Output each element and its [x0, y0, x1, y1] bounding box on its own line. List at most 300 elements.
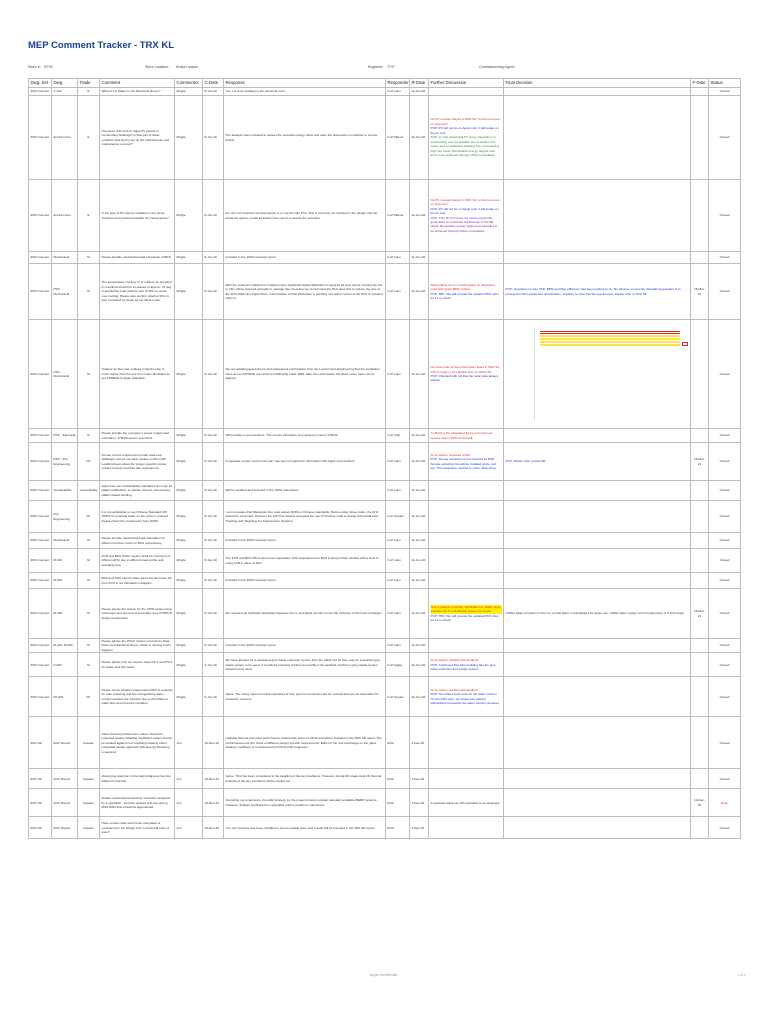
- cell-status: Closed: [709, 252, 741, 264]
- cell-comment: Please provide mechanical load calculation for different function rooms in BKS respectively.: [100, 533, 175, 549]
- cell-final-decision: [504, 96, 691, 180]
- cell-comment: Smoke control requirement (smart area over 1000sqm) seems not clear, please confirm with Landlord team about the project specific smoke extract concept and flow rate requirement.: [100, 443, 175, 481]
- cell-comment: Please check whether independent PDC is required for auto scanning and fire extinguishing water monitor besides the sprinkler due to the different water flow and pressure condition.: [100, 677, 175, 717]
- cell-final-decision: [504, 789, 691, 817]
- cell-dwg: PDC - Mechanical: [52, 320, 78, 429]
- cell-response: For the roof structure the assumption is to use thin film PVs. This is currently not included in the design (not the preferred option), it was included in the report to assess the potential.: [224, 180, 386, 252]
- cell-responder: F+P Xian: [386, 429, 410, 443]
- cell-dwg-set: 90% Concept: [29, 589, 52, 639]
- cell-f-date: 14-Dec-20: [691, 789, 709, 817]
- cell-response: Included in the 100% Concept report: [224, 573, 386, 589]
- cell-further-discussion: [429, 96, 504, 180]
- cell-r-date: 11-Jun-20: [410, 549, 429, 573]
- cell-commentor: Mingle: [175, 96, 203, 180]
- discussion-note: AHO: Thin film PV does not yield enough RE generation to contribute significantly to the RE target. Renewable energy target now intended to be achieved through offsite renewables.: [430, 215, 498, 233]
- cell-responder: F+P Liam: [386, 264, 410, 320]
- cell-dwg-set: 90% Concept: [29, 549, 52, 573]
- cell-comment: FOH and BKS HVAC system shall be coming from different AHU due to different load profile and operating time.: [100, 549, 175, 573]
- cell-response: Will be updated and included in the 100% submission: [224, 481, 386, 501]
- cell-status: Closed: [709, 549, 741, 573]
- cell-dwg: FP-001: [52, 677, 78, 717]
- cell-f-date: 15-Mar-21: [691, 589, 709, 639]
- cell-r-date: 4-Dec-20: [410, 817, 429, 839]
- cell-commentor: Mingle: [175, 264, 203, 320]
- cell-responder: F+P Liam: [386, 589, 410, 639]
- discussion-note: No local code as flow information listed in 50% SD, which needs to be clarified prior to 100% SD.: [430, 365, 501, 374]
- table-row: [29, 264, 741, 320]
- table-row: [29, 789, 741, 817]
- cell-c-date: 16-Nov-20: [203, 717, 224, 769]
- location-label: Store Location:: [145, 65, 170, 69]
- embedded-screenshot-text: [540, 330, 680, 347]
- cell-r-date: 11-Jun-20: [410, 96, 429, 180]
- table-row: [29, 443, 741, 481]
- cell-r-date: 11-Jun-20: [410, 320, 429, 429]
- cell-responder: F+P Liam: [386, 533, 410, 549]
- cell-r-date: 11-Jun-20: [410, 443, 429, 481]
- cell-dwg-set: 50% SD: [29, 817, 52, 839]
- cell-c-date: 8-Jun-20: [203, 320, 224, 429]
- cell-c-date: 8-Jun-20: [203, 429, 224, 443]
- cell-comment: facade maintenance/cleaning: should be analyzed by a specialist - we have worked with two during MSG BAN that should be approached.: [100, 789, 175, 817]
- cell-c-date: 8-Jun-20: [203, 589, 224, 639]
- cell-dwg-set: 90% Concept: [29, 533, 52, 549]
- cell-final-decision: [504, 533, 691, 549]
- cell-trade: M: [78, 533, 100, 549]
- page-title: MEP Comment Tracker - TRX KL: [28, 40, 175, 51]
- cell-r-date: 4-Dec-20: [410, 769, 429, 789]
- cell-f-date: [691, 549, 709, 573]
- cell-dwg-set: 50% SD: [29, 789, 52, 817]
- cell-f-date: [691, 96, 709, 180]
- cell-commentor: Mingle: [175, 88, 203, 96]
- cell-final-decision: [504, 573, 691, 589]
- cell-commentor: Mingle: [175, 573, 203, 589]
- cell-trade: M: [78, 252, 100, 264]
- cell-response: The FOH and BKS AHUs have been separated. AHU requirement for BKS is being further studied with a view to using ACB in place of FAU: [224, 549, 386, 573]
- cell-further-discussion: [429, 533, 504, 549]
- cell-status: Closed: [709, 589, 741, 639]
- header-final-decision: Final Decision: [504, 79, 691, 88]
- header-response: Response: [224, 79, 386, 88]
- meta-bar: [28, 65, 740, 75]
- cell-f-date: [691, 88, 709, 96]
- table-row: [29, 88, 741, 96]
- header-status: Status: [709, 79, 741, 88]
- cell-trade: M: [78, 639, 100, 653]
- cell-dwg-set: 90% Concept: [29, 180, 52, 252]
- cell-f-date: [691, 717, 709, 769]
- cell-response: We are awaiting appointment and subsequent confirmation from the Local Codes Engineering that the ventilation rates as per ASHRAE are Uniform building By Laws 1984. After the confirmation the Work Letter rates can be aligned.: [224, 320, 386, 429]
- cell-dwg: Environment: [52, 96, 78, 180]
- cell-f-date: 15-Mar-21: [691, 264, 709, 320]
- cell-status: Closed: [709, 533, 741, 549]
- cell-r-date: 4-Dec-20: [410, 789, 429, 817]
- cell-status: Closed: [709, 769, 741, 789]
- cell-r-date: 11-Jun-20: [410, 481, 429, 501]
- cell-final-decision: PCP: Please refer to Row 86.: [504, 443, 691, 481]
- discussion-note: To be further reviewed at SD.: [430, 452, 471, 457]
- discussion-note: PCP: TBC. We will provide the updated PDC plan for LL to check.: [430, 291, 499, 300]
- cell-responder: F+P Liam: [386, 639, 410, 653]
- cell-trade: E: [78, 429, 100, 443]
- cell-dwg-set: 50% SD: [29, 717, 52, 769]
- cell-c-date: 8-Jun-20: [203, 96, 224, 180]
- table-row: [29, 180, 741, 252]
- cell-response: I am not aware that Malaysian Fire code allows NFPA or Chinese standards. Before using those codes, the AHJ should be consulted. However the AHJ has already accepted the use of Chinese code in design and install Auto Tracking and Targeting Jet Suppression Systems.: [224, 501, 386, 533]
- cell-c-date: 5-Jun-20: [203, 677, 224, 717]
- table-row: [29, 481, 741, 501]
- cell-responder: F+P Liam: [386, 443, 410, 481]
- cell-comment: The temperature (72 deg C) of outdoor air provided by Landlord should be increased to approx. 76 deg C and further load shall be part of AHU to avoid over cooling. Please also confirm whether PAU is fully controlled by Apple as per Work Letter.: [100, 264, 175, 320]
- cell-final-decision: [504, 639, 691, 653]
- table-row: [29, 717, 741, 769]
- cell-comment: Apple has own sustainability standard but not go for LEED certification, so please remove unnecessary LEED related wording.: [100, 481, 175, 501]
- cell-further-discussion: [429, 677, 504, 717]
- cell-status: Closed: [709, 817, 741, 839]
- cell-f-date: [691, 817, 709, 839]
- cell-responder: EOC: [386, 717, 410, 769]
- cell-trade: M: [78, 549, 100, 573]
- cell-response: Yes, LS (Low Voltage) is the electrical room.: [224, 88, 386, 96]
- header-responder: Responder: [386, 79, 410, 88]
- cell-commentor: Jun: [175, 789, 203, 817]
- cell-f-date: [691, 639, 709, 653]
- cell-r-date: 11-Jun-20: [410, 589, 429, 639]
- table-row: [29, 501, 741, 533]
- cell-further-discussion: [429, 429, 504, 443]
- cell-response: We have allowed for a separated grey waste collection system from the black foul as they may be a landlord grey waste system to be used. A combined pumping solution is possible if the landlord confirms a grey waste system should not be used: [224, 653, 386, 677]
- cell-f-date: [691, 180, 709, 252]
- cell-trade: Facade: [78, 769, 100, 789]
- cell-dwg: Environment: [52, 180, 78, 252]
- cell-commentor: Mingle: [175, 549, 203, 573]
- cell-c-date: 8-Jun-20: [203, 481, 224, 501]
- cell-final-decision: [504, 717, 691, 769]
- cell-commentor: Mingle: [175, 320, 203, 429]
- header-r-date: R-Date: [410, 79, 429, 88]
- cell-response: Agree. The rising main from tank separated at first, point of connection are for manual and one for automatic fire protection systems.: [224, 677, 386, 717]
- comment-table: [28, 78, 741, 839]
- table-row: [29, 252, 741, 264]
- cell-comment: Is the type of PV panels installed on the dome structure and is that accessible for maintenance?: [100, 180, 175, 252]
- cell-comment: BKS and POH cannot share same FA duct riser. FA from FCH is not indicated in diagram.: [100, 573, 175, 589]
- cell-responder: F+P Liam: [386, 573, 410, 589]
- cell-comment: Please advise why we need to have PS-1 and PS-2 for waste and foul water.: [100, 653, 175, 677]
- cell-f-date: [691, 429, 709, 443]
- table-header: [29, 79, 741, 88]
- cell-r-date: 4-Dec-20: [410, 717, 429, 769]
- cell-r-date: 11-Jun-20: [410, 252, 429, 264]
- cell-response: We recommend hydraulic separation between the LL and Apple circuits, hence the inclusion of the heat exchanger: [224, 589, 386, 639]
- cell-status: Closed: [709, 443, 741, 481]
- cell-response: Included in the 100% Concept report: [224, 639, 386, 653]
- discussion-note: To be further clarified with landlord.: [430, 658, 479, 663]
- cell-trade: FP: [78, 501, 100, 533]
- cell-c-date: 8-Jun-20: [203, 639, 224, 653]
- cell-c-date: 16-Nov-20: [203, 817, 224, 839]
- cell-r-date: 11-Jun-20: [410, 653, 429, 677]
- cell-responder: F+P Liam: [386, 481, 410, 501]
- cell-dwg-set: 90% Concept: [29, 481, 52, 501]
- header-comment: Comment: [100, 79, 175, 88]
- cell-commentor: Mingle: [175, 443, 203, 481]
- cell-responder: F+P Milena: [386, 180, 410, 252]
- discussion-note: PCP: TBC. We will provide the updated PDC plan for LL to check.: [430, 613, 499, 622]
- cell-dwg: EOC Report: [52, 769, 78, 789]
- cell-response: According our experience, the A&M strategy for the project should consider standarly available BEMP systems. However, detailed feedback from specialist and/or vendors is welcomed.: [224, 789, 386, 817]
- header-c-date: C-Date: [203, 79, 224, 88]
- cell-status: Closed: [709, 653, 741, 677]
- header-f-date: F-Date: [691, 79, 709, 88]
- cell-comment: Outdoor air flow rate outlined in Work Letter is much higher than the one from load calculation as per ASHRAE & Apple Standard.: [100, 320, 175, 429]
- cell-r-date: 11-Jun-20: [410, 573, 429, 589]
- cell-f-date: [691, 769, 709, 789]
- cell-dwg: Mechanical: [52, 252, 78, 264]
- location-value: Kuala Lumpur: [176, 65, 199, 69]
- cell-dwg: M-001, M-002: [52, 639, 78, 653]
- cell-further-discussion: [429, 264, 504, 320]
- cell-response: Included in the 100% Concept report: [224, 252, 386, 264]
- cell-r-date: 11-Jun-20: [410, 88, 429, 96]
- cell-responder: EOC: [386, 769, 410, 789]
- cell-final-decision: [504, 549, 691, 573]
- cell-dwg-set: 90% Concept: [29, 88, 52, 96]
- cell-f-date: 15-Mar-21: [691, 443, 709, 481]
- cell-c-date: 3-Jun-20: [203, 653, 224, 677]
- cell-r-date: 11-Jun-20: [410, 501, 429, 533]
- cell-comment: Have smoke relief vents been integrated or considered in the design from a structural point of view?: [100, 817, 175, 839]
- cell-f-date: [691, 320, 709, 429]
- cell-f-date: [691, 677, 709, 717]
- cell-response: Yes, the structure has been modified to accommodate them and results will be included in the 50% SD report: [224, 817, 386, 839]
- cell-dwg-set: 90% Concept: [29, 320, 52, 429]
- cell-further-discussion: [429, 639, 504, 653]
- header-dwg-set: Dwg. Set: [29, 79, 52, 88]
- cell-response: Updated thermal and solar performance shared with team on 03/12 and will be included in the 50% SD report. The performances are the result of different project specific requirements. Effect of the roof overhangs on the glass shading coefficient is to assessed by FCP and 4D engineers.: [224, 717, 386, 769]
- cell-dwg: PDC - Mechanical: [52, 264, 78, 320]
- header-dwg: Dwg.: [52, 79, 78, 88]
- cell-dwg-set: 90% Concept: [29, 264, 52, 320]
- cell-final-decision: [504, 429, 691, 443]
- table-row: [29, 429, 741, 443]
- cell-status: Open: [709, 789, 741, 817]
- cell-dwg: Fire Engineering: [52, 501, 78, 533]
- cell-comment: It is not applicable to use Chinese Standard GB 25204 for potential water on the system. Instead please check the requirement from NFPA.: [100, 501, 175, 533]
- cell-comment: Please advise the HVAC system concept for Data Room and Electrical Room, which is missing in the diagram.: [100, 639, 175, 653]
- cell-trade: E: [78, 96, 100, 180]
- cell-further-discussion: [429, 501, 504, 533]
- cell-further-discussion: [429, 88, 504, 96]
- cell-further-discussion: [429, 817, 504, 839]
- cell-f-date: [691, 481, 709, 501]
- cell-further-discussion: [429, 252, 504, 264]
- cell-further-discussion: [429, 549, 504, 573]
- cell-dwg-set: 50% SD: [29, 769, 52, 789]
- store-label: Store #:: [28, 65, 41, 69]
- discussion-note: No PV concept stayed in 50% SD. is that removed on purpose?: [430, 197, 500, 207]
- cell-final-decision: [504, 252, 691, 264]
- engineer-label: Engineer:: [368, 65, 384, 69]
- cell-dwg: P-002: [52, 653, 78, 677]
- cell-further-discussion: [429, 653, 504, 677]
- table-row: [29, 639, 741, 653]
- agent-label: Commissioning Agent:: [479, 65, 515, 69]
- engineer-value: F+P: [388, 65, 395, 69]
- cell-dwg: PDC - Electrical: [52, 429, 78, 443]
- cell-commentor: Mingle: [175, 501, 203, 533]
- cell-comment: Please provide mechanical load estimation of BKS.: [100, 252, 175, 264]
- cell-status: Closed: [709, 677, 741, 717]
- cell-further-discussion: [429, 443, 504, 481]
- table-row: [29, 320, 741, 429]
- cell-dwg: Sustainability: [52, 481, 78, 501]
- cell-c-date: 8-Jun-20: [203, 264, 224, 320]
- cell-commentor: Jun: [175, 717, 203, 769]
- cell-final-decision: [504, 653, 691, 677]
- cell-dwg-set: 90% Concept: [29, 653, 52, 677]
- cell-responder: F+P Milena: [386, 96, 410, 180]
- cell-further-discussion: [429, 481, 504, 501]
- cell-status: Closed: [709, 96, 741, 180]
- cell-commentor: Mingle: [175, 252, 203, 264]
- cell-commentor: Mingle: [175, 533, 203, 549]
- cell-c-date: 8-Jun-20: [203, 573, 224, 589]
- cell-c-date: 8-Jun-20: [203, 443, 224, 481]
- table-row: [29, 589, 741, 639]
- cell-final-decision: [504, 677, 691, 717]
- cell-commentor: Mingle: [175, 653, 203, 677]
- cell-status: Closed: [709, 88, 741, 96]
- cell-status: Closed: [709, 180, 741, 252]
- cell-responder: EOC: [386, 817, 410, 839]
- cell-r-date: 11-Jun-20: [410, 639, 429, 653]
- cell-comment: Please provide the emergency power supply load estimation. 175kVA seems oversized.: [100, 429, 175, 443]
- discussion-note: PCP: PV will not be on Apple roof. It will locate on the LL roof.: [430, 126, 499, 135]
- discussion-note: PCP: PV will not be on Apple roof. It will locate on the LL roof.: [430, 206, 499, 216]
- cell-final-decision: [504, 481, 691, 501]
- cell-trade: E: [78, 180, 100, 252]
- cell-trade: sustainability: [78, 481, 100, 501]
- cell-c-date: 8-Jun-20: [203, 549, 224, 573]
- cell-further-discussion: [429, 589, 504, 639]
- cell-dwg-set: 90% Concept: [29, 252, 52, 264]
- cell-dwg: EOC Report: [52, 817, 78, 839]
- embedded-screenshot: [506, 328, 688, 420]
- cell-trade: M: [78, 320, 100, 429]
- discussion-note: PCP: Confirmed that base building has the grey water collection and supply system.: [430, 662, 496, 672]
- cell-f-date: [691, 501, 709, 533]
- cell-comment: How does that work to apply PV panels in surrounding buildings? is that part of lower condition and how to set up the infrastructure and maintenance concept?: [100, 96, 175, 180]
- store-value: R743: [44, 65, 53, 69]
- cell-responder: EOC: [386, 789, 410, 817]
- cell-responder: F+P Agata: [386, 653, 410, 677]
- cell-c-date: 8-Jun-20: [203, 501, 224, 533]
- cell-trade: E: [78, 88, 100, 96]
- table-row: [29, 653, 741, 677]
- cell-commentor: Mingle: [175, 639, 203, 653]
- cell-final-decision: PCP: Questions on Fan VFD, BMS and filter efficiency had been replied by LL. No adverse comments. Remaining question is to provide the PAU equipment specification, capacity to meet the WL requirement. Please refer to Row 56.: [504, 264, 691, 320]
- cell-commentor: Mingle: [175, 180, 203, 252]
- cell-dwg-set: 90% Concept: [29, 677, 52, 717]
- cell-trade: M: [78, 264, 100, 320]
- cell-r-date: 11-Jun-20: [410, 264, 429, 320]
- cell-dwg: Mechanical: [52, 533, 78, 549]
- cell-final-decision: [504, 88, 691, 96]
- cell-commentor: Mingle: [175, 481, 203, 501]
- cell-final-decision: [504, 320, 691, 429]
- cell-commentor: Jun: [175, 817, 203, 839]
- cell-dwg: EOC Report: [52, 789, 78, 817]
- cell-dwg-set: 90% Concept: [29, 573, 52, 589]
- cell-r-date: 11-Jun-20: [410, 429, 429, 443]
- cell-dwg: M-002: [52, 589, 78, 639]
- embedded-screenshot-columns: [506, 328, 535, 420]
- cell-response: With the external conditions in Kuala Lumpur significant dehumidification is required all year round. Cooling the OA to 13C will be required annually to manage this, therefore we recommend the PAU does this to reduce the size of the AHU within the Apple Store. Confirmation of final Workletter is pending, but Apple control of the PAU is included within it.: [224, 264, 386, 320]
- cell-responder: F+P Liam: [386, 252, 410, 264]
- cell-comment: should pay attention to thermal bridging across the different materials: [100, 769, 175, 789]
- cell-f-date: [691, 653, 709, 677]
- cell-final-decision: [504, 501, 691, 533]
- cell-comment: Glass thermal performance values should be improved greatly. Shading coefficient values should be studied against roof overhang shading effect, integrated design approach with Energy Modeling is required.: [100, 717, 175, 769]
- cell-commentor: Jun: [175, 769, 203, 789]
- cell-dwg: M-001: [52, 573, 78, 589]
- cell-further-discussion: [429, 789, 504, 817]
- cell-final-decision: Chilled water provision is from LL central plant, not dedicated for Apple use. Chiller water supply return temperature is 5.6/14 degC.: [504, 589, 691, 639]
- cell-status: Closed: [709, 501, 741, 533]
- cell-comment: What is 'LS Water' in the 'Electrical Room'?: [100, 88, 175, 96]
- cell-c-date: 8-Jun-20: [203, 252, 224, 264]
- cell-responder: F+P Cesare: [386, 501, 410, 533]
- header-further-discussion: Further Discussion: [429, 79, 504, 88]
- table-row: [29, 96, 741, 180]
- cell-commentor: Mingle: [175, 429, 203, 443]
- cell-dwg: A-121: [52, 88, 78, 96]
- cell-r-date: 11-Jun-20: [410, 533, 429, 549]
- footer-page-number: 1 of 4: [737, 973, 746, 977]
- cell-status: Closed: [709, 573, 741, 589]
- discussion-note: PCP: No related local code for the water cannon. On the PDC plan, we shown two options with/without requested the water cannon pressure.: [430, 692, 500, 706]
- discussion-note: This is subject to further clarification on chiller plant whether this is a dedicated system for Apple.: [430, 604, 501, 614]
- cell-trade: M: [78, 589, 100, 639]
- table-row: [29, 769, 741, 789]
- cell-commentor: Mingle: [175, 589, 203, 639]
- cell-further-discussion: [429, 717, 504, 769]
- discussion-note: PCP: Smoke extraction is not required for BSK. Smoke extraction fan will be installed at the roof top. The integration method is under discussing.: [430, 457, 497, 470]
- cell-trade: M: [78, 653, 100, 677]
- table-row: [29, 549, 741, 573]
- cell-c-date: 8-Jun-20: [203, 180, 224, 252]
- table-row: [29, 677, 741, 717]
- cell-status: Closed: [709, 481, 741, 501]
- cell-dwg: EOC Report: [52, 717, 78, 769]
- cell-responder: F+P Liam: [386, 320, 410, 429]
- cell-trade: FP: [78, 677, 100, 717]
- cell-trade: Facade: [78, 789, 100, 817]
- cell-response: Included in the 100% Concept report: [224, 533, 386, 549]
- discussion-note: No PV concept stayed in 50% SD. is that removed on purpose?: [430, 117, 500, 126]
- cell-responder: F+P Cesare: [386, 677, 410, 717]
- cell-status: Closed: [709, 717, 741, 769]
- discussion-note: AHO: LL has stated that PV array integration on surrounding roof not feasible due to limited roof space and considerable shading from surrounding high rise tower. Renewable energy targets now aims to be achieved through offsite renewables.: [430, 135, 500, 158]
- cell-trade: FP: [78, 443, 100, 481]
- cell-trade: M: [78, 573, 100, 589]
- cell-final-decision: [504, 180, 691, 252]
- cell-further-discussion: [429, 573, 504, 589]
- table-row: [29, 573, 741, 589]
- cell-status: Closed: [709, 639, 741, 653]
- cell-commentor: Mingle: [175, 677, 203, 717]
